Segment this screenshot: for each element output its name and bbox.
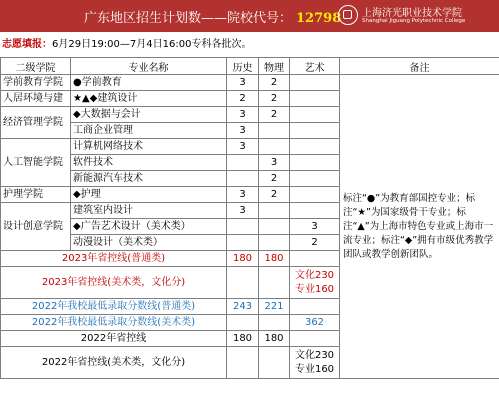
history-cell [227, 219, 259, 235]
art-cell [290, 203, 340, 219]
art-cell: 2 [290, 235, 340, 251]
history-cell [227, 171, 259, 187]
score-art [290, 299, 340, 315]
logo-english-name: Shanghai Jiguang Polytechnic College [362, 18, 466, 24]
score-art: 文化230 专业160 [290, 267, 340, 299]
major-cell: 动漫设计（美术类） [71, 235, 227, 251]
major-cell: ★▲◆建筑设计 [71, 91, 227, 107]
history-cell: 3 [227, 187, 259, 203]
history-cell: 3 [227, 107, 259, 123]
header-title [84, 7, 341, 26]
score-history: 243 [227, 299, 259, 315]
art-cell [290, 171, 340, 187]
major-cell: 软件技术 [71, 155, 227, 171]
application-notice [2, 35, 251, 50]
physics-cell: 2 [259, 171, 290, 187]
physics-cell [259, 203, 290, 219]
score-physics [259, 267, 290, 299]
score-history [227, 267, 259, 299]
history-cell: 3 [227, 203, 259, 219]
score-physics: 180 [259, 331, 290, 347]
score-art [290, 251, 340, 267]
score-art: 文化230 专业160 [290, 347, 340, 379]
history-cell [227, 155, 259, 171]
score-history [227, 315, 259, 331]
history-cell: 3 [227, 123, 259, 139]
score-label: 2022年省控线(美术类，文化分) [1, 347, 227, 379]
score-label: 2022年我校最低录取分数线(普通类) [1, 299, 227, 315]
score-label: 2022年我校最低录取分数线(美术类) [1, 315, 227, 331]
notice-text: 6月29日19:00—7月4日16:00专科各批次。 [52, 39, 252, 50]
physics-cell: 2 [259, 91, 290, 107]
column-header-art: 艺术 [290, 58, 340, 75]
physics-cell: 3 [259, 155, 290, 171]
score-physics: 180 [259, 251, 290, 267]
page-header [0, 0, 499, 32]
physics-cell [259, 235, 290, 251]
physics-cell [259, 219, 290, 235]
college-logo [338, 3, 498, 29]
history-cell: 2 [227, 91, 259, 107]
major-cell: 建筑室内设计 [71, 203, 227, 219]
score-physics [259, 347, 290, 379]
score-physics: 221 [259, 299, 290, 315]
major-cell: 新能源汽车技术 [71, 171, 227, 187]
header-title-text: 广东地区招生计划数——院校代号： [84, 11, 293, 26]
score-history: 180 [227, 331, 259, 347]
logo-chinese-name: 上海济光职业技术学院 [362, 8, 462, 19]
physics-cell: 2 [259, 75, 290, 91]
college-emblem-icon [338, 5, 358, 25]
college-cell: 学前教育学院 [1, 75, 71, 91]
history-cell: 3 [227, 139, 259, 155]
major-cell: ●学前教育 [71, 75, 227, 91]
score-label: 2023年省控线(美术类，文化分) [1, 267, 227, 299]
notes-cell: 标注“●”为教育部国控专业；标注“★”为国家级骨干专业；标注“▲”为上海市特色专业或上海市一流专业；标注“◆”拥有市级优秀教学团队或教学创新团队。 [340, 75, 499, 379]
art-cell [290, 123, 340, 139]
art-cell [290, 139, 340, 155]
table-header-row [1, 58, 499, 75]
physics-cell [259, 123, 290, 139]
column-header-physics: 物理 [259, 58, 290, 75]
school-code: 12798 [296, 11, 342, 26]
history-cell [227, 235, 259, 251]
column-header-history: 历史 [227, 58, 259, 75]
college-cell: 人居环境与建 [1, 91, 71, 107]
column-header-notes: 备注 [340, 58, 499, 75]
art-cell [290, 75, 340, 91]
art-cell [290, 187, 340, 203]
college-cell: 设计创意学院 [1, 203, 71, 251]
art-cell [290, 155, 340, 171]
physics-cell: 2 [259, 187, 290, 203]
enrollment-plan-table [0, 57, 499, 379]
physics-cell [259, 139, 290, 155]
art-cell [290, 91, 340, 107]
column-header-major: 专业名称 [71, 58, 227, 75]
college-cell: 经济管理学院 [1, 107, 71, 139]
major-cell: ◆护理 [71, 187, 227, 203]
college-cell: 护理学院 [1, 187, 71, 203]
score-physics [259, 315, 290, 331]
score-label: 2023年省控线(普通类) [1, 251, 227, 267]
history-cell: 3 [227, 75, 259, 91]
art-cell [290, 107, 340, 123]
major-cell: 计算机网络技术 [71, 139, 227, 155]
table-row [1, 75, 499, 91]
column-header-college: 二级学院 [1, 58, 71, 75]
major-cell: ◆广告艺术设计（美术类） [71, 219, 227, 235]
score-history: 180 [227, 251, 259, 267]
score-history [227, 347, 259, 379]
score-art [290, 331, 340, 347]
art-cell: 3 [290, 219, 340, 235]
physics-cell: 2 [259, 107, 290, 123]
major-cell: 工商企业管理 [71, 123, 227, 139]
score-label: 2022年省控线 [1, 331, 227, 347]
college-cell: 人工智能学院 [1, 139, 71, 187]
score-art: 362 [290, 315, 340, 331]
notice-label: 志愿填报： [2, 39, 52, 50]
major-cell: ◆大数据与会计 [71, 107, 227, 123]
